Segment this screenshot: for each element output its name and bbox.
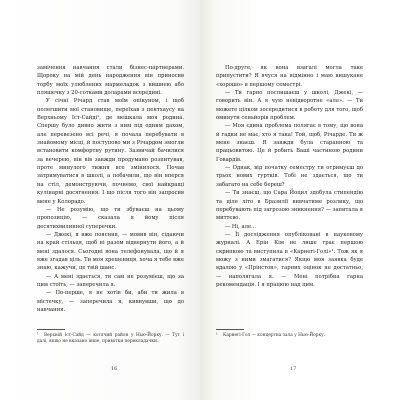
footnote-mark: ¹ <box>216 333 218 338</box>
footnote-text: Верхній Іст-Сайд — котячий район у Нью-Йорку. — Тут і далі, якщо не вказано інше, примітки перекладачки. <box>37 333 184 345</box>
paragraph: — Ні, але... <box>225 223 257 230</box>
paragraph: — А мені здається, ти сам не розумієш, що за цим стоїть, — заперечила я. <box>37 273 184 288</box>
paragraph: — Однак, від початку семестру ти отримуєш до трьох нових гуртків. Тобі не здається, що ти забагато на себе береш? <box>216 165 363 188</box>
page-number-left: 16 <box>111 366 118 372</box>
left-footnotes <box>37 333 184 346</box>
footnote-mark: ¹ <box>37 333 39 338</box>
paragraph: — Моя єдина проблема полягає в тому, що вона й гадки не має, хто я така! Той, щоб, Річарде. Ти ж мене знаєш. Я завжди була старанною та працьовитою. Це й робить Ваші частиною родини Говардів. <box>216 123 363 163</box>
page-number-right: 17 <box>290 366 297 372</box>
footnote <box>37 333 184 346</box>
paragraph: — Її дослідження опубліковані в науковому журналі. А Ерін Кім не лише грає першою скрипкою та виступила в «Карнегі-Голі»¹. Тож як я можу з ними змагатися? Якщо моя заявка буде вдалою у «Прінстон», гарних оцінок не достатньо, — наполягала я. — Мені потрібна гарна рекомендація. І я працюю над цим. <box>216 231 363 288</box>
footnote <box>216 333 363 339</box>
left-page-text <box>37 64 184 314</box>
footnote-text: Карнегі-Гол — концертна зала у Нью-Йорку. <box>223 333 326 338</box>
paragraph: — По-перше, я не хотів би, аби ти жила в містечку, — заперечила я, кивнувши, що до навчання. <box>37 290 184 313</box>
right-footnotes <box>216 333 363 339</box>
paragraph: — Ти гарно поспишаєш у школі, Джекі, — говорить він. А я чую невідворотне «але». — Ти можете цілком зосередитися в роботу для того, щоб оминути сеньйорів проблем. <box>216 90 363 122</box>
paragraph: По-друге, як вона взагалі могла таке припустити? Я вчуся на відмінно і маю вишукане «хорошо» в першому семестрі. <box>216 65 363 88</box>
paragraph: замічення навчання стали бізнес-партнерами. Щороку на мій день народження він приносив торбу моїх улюблених мармеладок з вишнею або пляшечку з 20-сотками доларами всередині. <box>37 65 184 97</box>
right-page-text <box>216 64 363 289</box>
footnote-divider <box>37 329 65 330</box>
footnote-divider <box>216 329 244 330</box>
paragraph: — Не розумію, що ти збуваєш на цьому пропозицію, — сказала я йому після десятихвилинної суперечки. <box>37 206 184 230</box>
right-page <box>200 0 400 400</box>
paragraph: У січні Річард став моїм опікуном, і щоб полегшити мої становище, переїхав з пентхаусу на Верхньому Іст-Сайді¹, де мешкала моя родина. Спершу було дивно жити з ним під одним дахом, але перевезено всі речі, я почала перебувати в знайомому місці, й поступово ми з Річардом змогли встановити комфортну рутину. Зазвичай бачилися за вечерею, він вів завжди продумано розпитував, проте минулого тижня все змінилося. Почав затримуватися в школі, а побачили, що він вперся на стіл, демонструючи, почнемо, свої найкращі кулінарні досягнення. І що після того він запросив мене у Колорадо. <box>37 98 184 205</box>
paragraph: — Джекі, я вже пояснив, — мовив він, сідаючи на край стільця, щоб ні разом відвернути його, а й мені здалося. Сьогодні вона телефонувала, що й я вже згадав ціль. Ти моя хрещениця, хоча я тебе вже знаю, кажучи, це твій шанс. <box>37 231 184 272</box>
paragraph: — Ти знаєш, що Сара Йоцил здобула стипендію та ціле літо в Бразилії вивчатиме розлику, що перебувають під загрозою зникнення? — запитала я миттєво. <box>216 190 363 222</box>
